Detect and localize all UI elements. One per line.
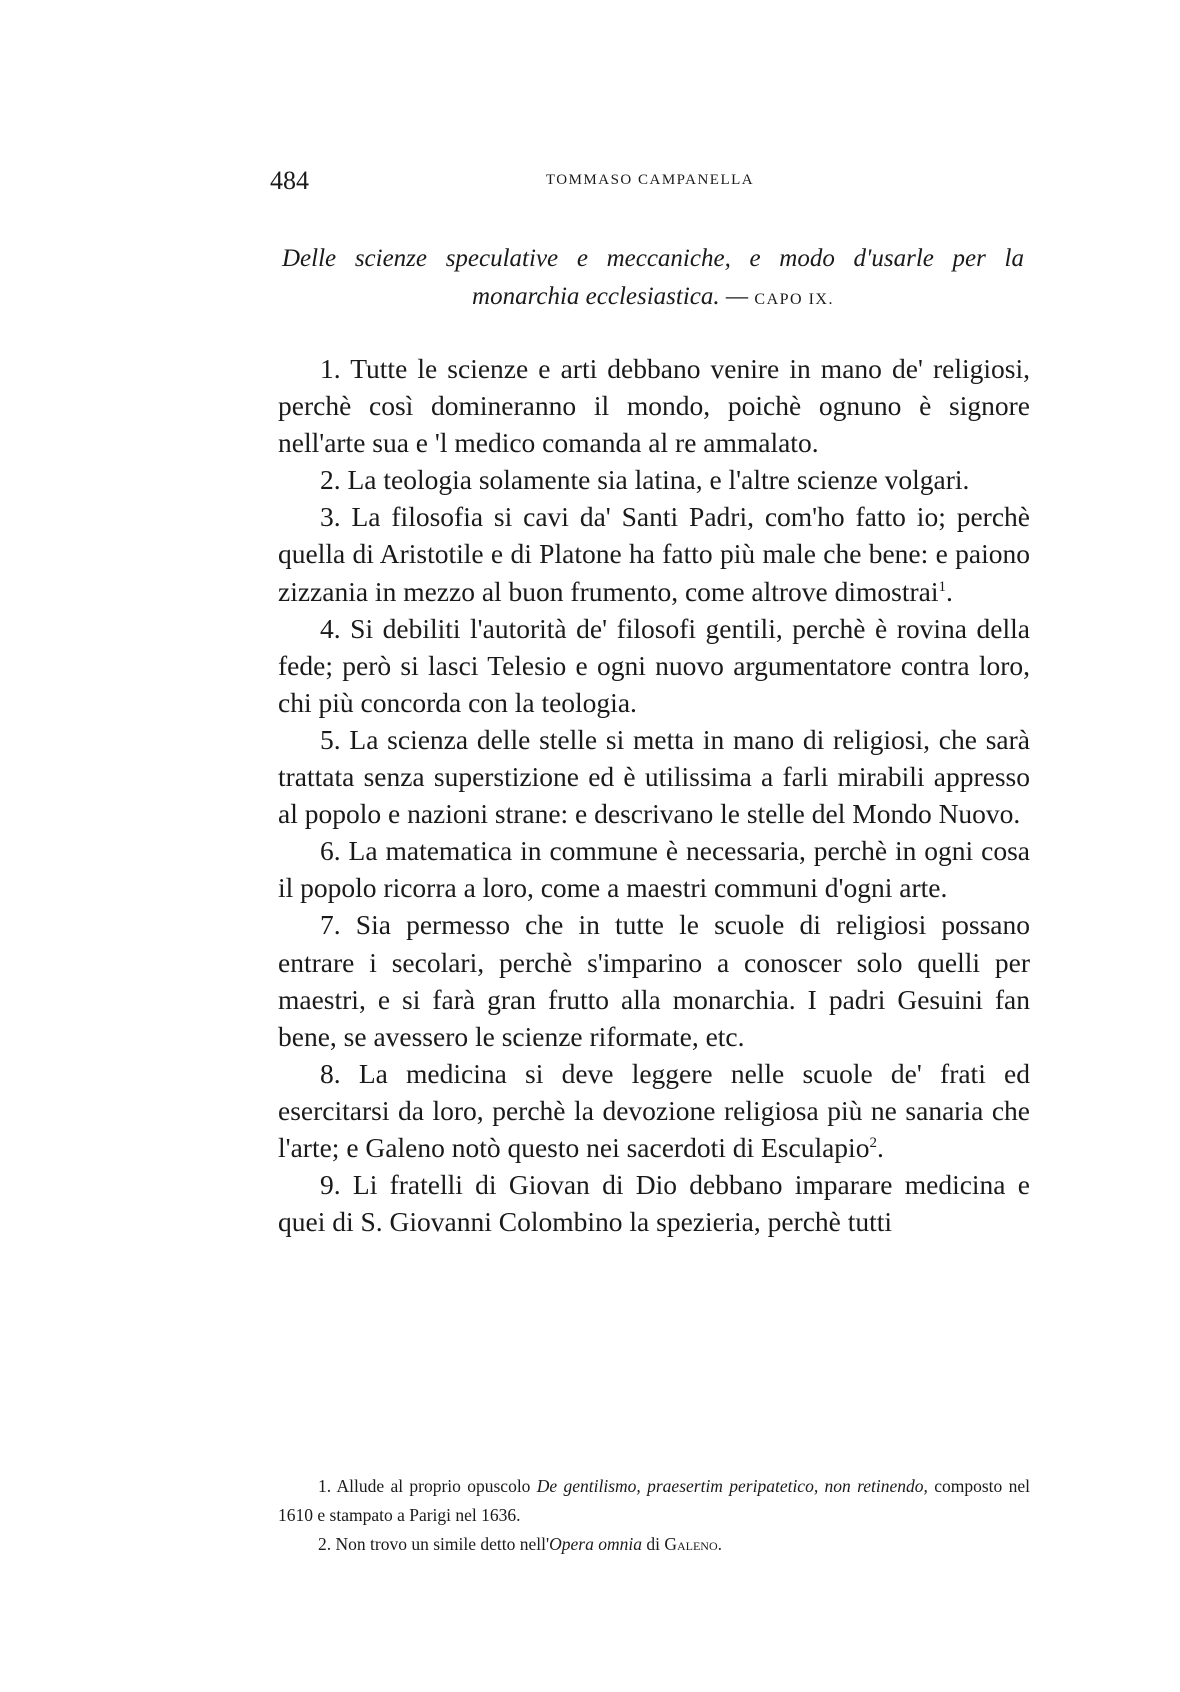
paragraph-number: 8. xyxy=(320,1057,341,1089)
footnote-1 xyxy=(278,1472,1030,1530)
paragraph-4 xyxy=(278,610,1030,721)
chapter-heading xyxy=(282,240,1024,319)
paragraph-number: 9. xyxy=(320,1169,341,1201)
paragraph-5 xyxy=(278,721,1030,832)
footnote-italic: Opera omnia xyxy=(549,1534,642,1554)
paragraph-number: 4. xyxy=(320,612,341,644)
paragraph-7 xyxy=(278,906,1030,1054)
page-number: 484 xyxy=(270,166,309,195)
footnote-author: Galeno xyxy=(664,1534,718,1554)
footnote-ref-2[interactable]: 2 xyxy=(869,1134,877,1151)
paragraph-text: La matematica in commune è necessaria, perchè in ogni cosa il popolo ricorra a loro, come a maestri communi d'ogni arte. xyxy=(278,835,1030,904)
paragraph-text: Sia permesso che in tutte le scuole di religiosi possano entrare i secolari, perchè s'imparino a conoscer solo quelli per maestri, e si farà gran frutto alla monarchia. I padri Gesuini fan bene, se avessero le scienze riformate, etc. xyxy=(278,909,1030,1052)
paragraph-tail: . xyxy=(946,575,953,607)
running-title: TOMMASO CAMPANELLA xyxy=(545,172,755,188)
paragraph-text: Li fratelli di Giovan di Dio debbano imparare medicina e quei di S. Giovanni Colombino la spezieria, perchè tutti xyxy=(278,1169,1030,1238)
body-text xyxy=(278,350,1030,1240)
paragraph-1 xyxy=(278,350,1030,461)
paragraph-text: La scienza delle stelle si metta in mano di religiosi, che sarà trattata senza superstizione ed è utilissima a farli mirabili appresso al popolo e nazioni strane: e descrivano le stelle del Mondo Nuovo. xyxy=(278,723,1030,830)
footnote-number: 1. xyxy=(318,1476,332,1496)
paragraph-9 xyxy=(278,1166,1030,1240)
chapter-title-line2: monarchia ecclesiastica. xyxy=(472,283,720,310)
paragraph-tail: . xyxy=(876,1131,884,1163)
paragraph-text: Tutte le scienze e arti debbano venire in mano de' religiosi, perchè così domineranno il mondo, poichè ognuno è signore nell'arte sua e 'l medico comanda al re ammalato. xyxy=(278,353,1030,459)
footnote-text: composto nel 1610 e stampato a Parigi nel 1636. xyxy=(278,1476,1030,1525)
footnote-end: . xyxy=(717,1534,723,1554)
paragraph-text: Si debiliti l'autorità de' filosofi gentili, perchè è rovina della fede; però si lasci Telesio e ogni nuovo argumentatore contra loro, chi più concorda con la teologia. xyxy=(278,612,1030,718)
paragraph-8 xyxy=(278,1055,1030,1166)
footnote-ref-1[interactable]: 1 xyxy=(938,578,947,595)
paragraph-number: 7. xyxy=(320,909,341,941)
paragraph-number: 2. xyxy=(320,464,341,496)
paragraph-2 xyxy=(278,461,1030,498)
paragraph-text: La teologia solamente sia latina, e l'altre scienze volgari. xyxy=(340,464,970,496)
paragraph-3 xyxy=(278,498,1030,609)
chapter-dash: — xyxy=(719,283,755,310)
paragraph-text: La filosofia si cavi da' Santi Padri, com'ho fatto io; perchè quella di Aristotile e di Platone ha fatto più male che bene: e paiono zizzania in mezzo al buon frumento, come altrove dimostrai xyxy=(278,501,1030,607)
footnote-2 xyxy=(278,1530,1030,1559)
footnotes xyxy=(278,1472,1030,1559)
footnote-italic: De gentilismo, praesertim peripatetico, non retinendo, xyxy=(536,1476,928,1496)
running-head xyxy=(270,166,1030,196)
paragraph-6 xyxy=(278,832,1030,906)
paragraph-number: 3. xyxy=(320,501,341,533)
footnote-text: Allude al proprio opuscolo xyxy=(331,1476,537,1496)
footnote-text: Non trovo un simile detto nell' xyxy=(331,1534,550,1554)
chapter-title-line1: Delle scienze speculative e meccaniche, e modo d'usarle per la xyxy=(282,245,1024,272)
chapter-number: CAPO IX. xyxy=(754,291,834,308)
footnote-number: 2. xyxy=(318,1534,332,1554)
paragraph-number: 6. xyxy=(320,835,341,867)
paragraph-number: 1. xyxy=(320,353,341,384)
paragraph-number: 5. xyxy=(320,723,341,755)
paragraph-text: La medicina si deve leggere nelle scuole de' frati ed esercitarsi da loro, perchè la devozione religiosa più ne sanaria che l'arte; e Galeno notò questo nei sacerdoti di Esculapio xyxy=(278,1057,1030,1163)
footnote-text: di xyxy=(641,1534,665,1554)
